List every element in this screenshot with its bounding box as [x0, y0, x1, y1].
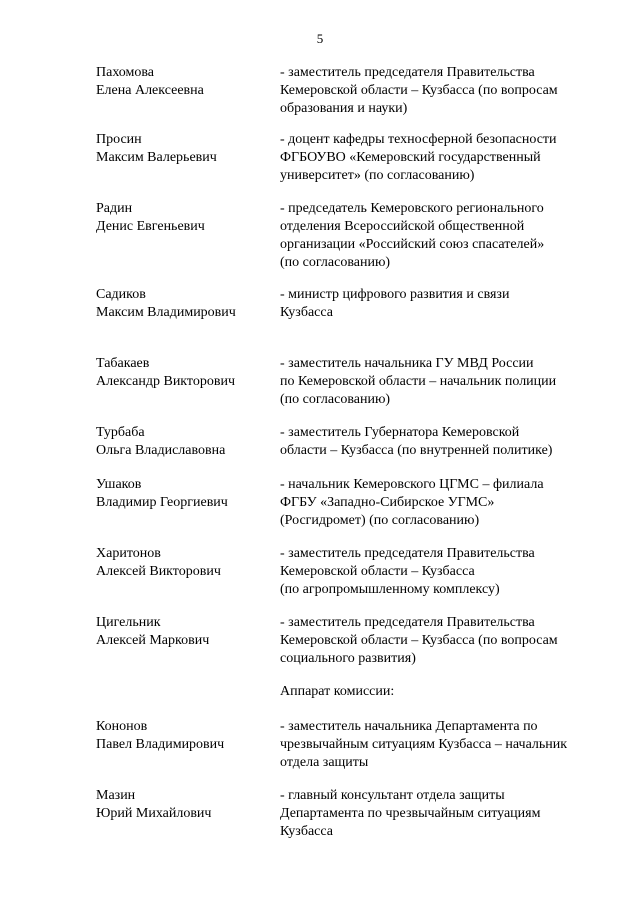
member-given-name: Алексей Викторович — [96, 564, 221, 579]
member-role — [280, 545, 610, 599]
member-surname: Харитонов — [96, 546, 161, 561]
member-name — [96, 200, 276, 236]
role-line: Кемеровской области – Кузбасса (по вопросам — [280, 633, 558, 648]
role-line: - заместитель председателя Правительства — [280, 65, 535, 80]
member-role — [280, 424, 610, 460]
role-line: отделения Всероссийской общественной — [280, 219, 525, 234]
member-role — [280, 476, 610, 530]
role-line: чрезвычайным ситуациям Кузбасса – начальник — [280, 737, 568, 752]
member-surname: Ушаков — [96, 477, 142, 492]
role-line: - министр цифрового развития и связи — [280, 287, 510, 302]
role-line: - главный консультант отдела защиты — [280, 788, 505, 803]
role-line: - заместитель начальника ГУ МВД России — [280, 356, 534, 371]
role-line: организации «Российский союз спасателей» — [280, 237, 545, 252]
member-surname: Пахомова — [96, 65, 155, 80]
member-given-name: Александр Викторович — [96, 374, 236, 389]
role-line: - заместитель Губернатора Кемеровской — [280, 425, 520, 440]
staff-surname: Кононов — [96, 719, 148, 734]
member-role — [280, 200, 610, 272]
staff-role — [280, 718, 610, 772]
role-line: (Росгидромет) (по согласованию) — [280, 513, 480, 528]
member-given-name: Денис Евгеньевич — [96, 219, 205, 234]
member-given-name: Елена Алексеевна — [96, 83, 204, 98]
role-line: Кузбасса — [280, 824, 333, 839]
role-line: Кемеровской области – Кузбасса (по вопросам — [280, 83, 558, 98]
staff-name — [96, 718, 276, 754]
member-name — [96, 476, 276, 512]
role-line: - заместитель председателя Правительства — [280, 546, 535, 561]
role-line: (по согласованию) — [280, 255, 391, 270]
role-line: ФГБУ «Западно-Сибирское УГМС» — [280, 495, 495, 510]
role-line: (по агропромышленному комплексу) — [280, 582, 500, 597]
staff-role — [280, 787, 610, 841]
member-name — [96, 355, 276, 391]
staff-given-name: Юрий Михайлович — [96, 806, 212, 821]
staff-surname: Мазин — [96, 788, 136, 803]
member-role — [280, 614, 610, 668]
role-line: - заместитель председателя Правительства — [280, 615, 535, 630]
member-role — [280, 131, 610, 185]
member-surname: Турбаба — [96, 425, 145, 440]
role-line: - начальник Кемеровского ЦГМС – филиала — [280, 477, 544, 492]
staff-name — [96, 787, 276, 823]
member-given-name: Алексей Маркович — [96, 633, 210, 648]
role-line: Кемеровской области – Кузбасса — [280, 564, 475, 579]
role-line: области – Кузбасса (по внутренней политике) — [280, 443, 553, 458]
member-role — [280, 64, 610, 118]
member-surname: Просин — [96, 132, 142, 147]
member-name — [96, 424, 276, 460]
member-role — [280, 355, 610, 409]
member-name — [96, 131, 276, 167]
role-line: ФГБОУВО «Кемеровский государственный — [280, 150, 541, 165]
staff-given-name: Павел Владимирович — [96, 737, 225, 752]
role-line: (по согласованию) — [280, 392, 391, 407]
member-given-name: Владимир Георгиевич — [96, 495, 228, 510]
role-line: - заместитель начальника Департамента по — [280, 719, 538, 734]
member-given-name: Максим Владимирович — [96, 305, 236, 320]
member-name — [96, 545, 276, 581]
member-given-name: Ольга Владиславовна — [96, 443, 226, 458]
section-title: Аппарат комиссии: — [280, 684, 395, 699]
role-line: образования и науки) — [280, 101, 408, 116]
role-line: - председатель Кемеровского регионального — [280, 201, 544, 216]
role-line: социального развития) — [280, 651, 416, 666]
member-surname: Садиков — [96, 287, 146, 302]
member-surname: Радин — [96, 201, 133, 216]
member-given-name: Максим Валерьевич — [96, 150, 217, 165]
role-line: - доцент кафедры техносферной безопасности — [280, 132, 557, 147]
page-number: 5 — [316, 31, 324, 46]
member-name — [96, 64, 276, 100]
member-name — [96, 614, 276, 650]
member-name — [96, 286, 276, 322]
role-line: по Кемеровской области – начальник полиции — [280, 374, 557, 389]
member-role — [280, 286, 610, 322]
role-line: Департамента по чрезвычайным ситуациям — [280, 806, 541, 821]
role-line: Кузбасса — [280, 305, 333, 320]
member-surname: Табакаев — [96, 356, 150, 371]
role-line: отдела защиты — [280, 755, 369, 770]
role-line: университет» (по согласованию) — [280, 168, 475, 183]
member-surname: Цигельник — [96, 615, 161, 630]
